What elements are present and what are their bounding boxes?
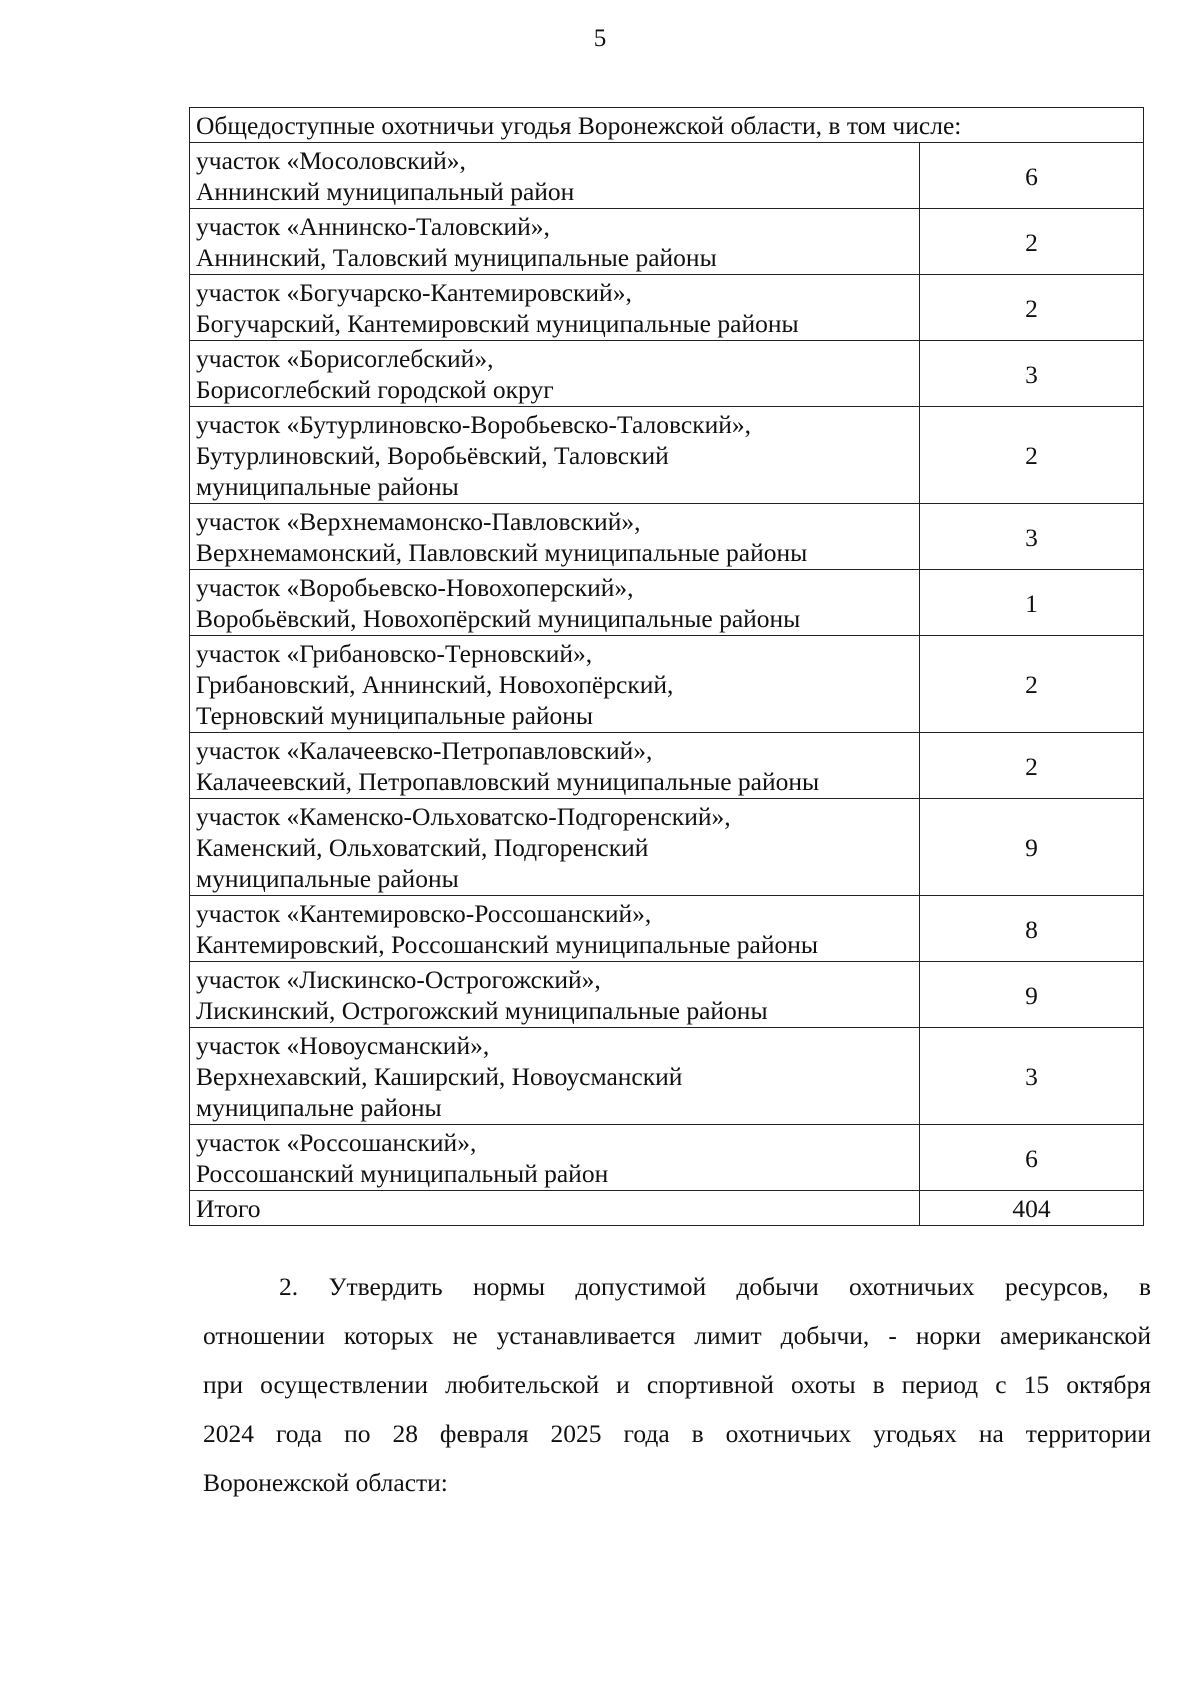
hunting-grounds-table	[189, 107, 1144, 1226]
quota-value-cell: 9	[920, 962, 1144, 1028]
quota-value-cell: 2	[920, 636, 1144, 733]
area-name-line: Борисоглебский городской округ	[196, 375, 554, 404]
area-name-cell	[190, 570, 920, 636]
area-name-line: Россошанский муниципальный район	[196, 1159, 609, 1188]
quota-value-cell: 1	[920, 570, 1144, 636]
area-name-line: Воробьёвский, Новохопёрский муниципальные районы	[196, 604, 801, 633]
table-row	[190, 1125, 1144, 1191]
table-row	[190, 896, 1144, 962]
area-name-line: участок «Грибановско-Терновский»,	[196, 639, 593, 668]
area-name-cell	[190, 504, 920, 570]
quota-value-cell: 6	[920, 1125, 1144, 1191]
area-name-cell	[190, 636, 920, 733]
area-name-line: участок «Бутурлиновско-Воробьевско-Таловский»,	[196, 410, 752, 439]
quota-value-cell: 6	[920, 143, 1144, 209]
table-row	[190, 407, 1144, 504]
paragraph-line: 2024 года по 28 февраля 2025 года в охотничьих угодьях на территории	[203, 1419, 1151, 1448]
area-name-line: Верхнемамонский, Павловский муниципальные районы	[196, 538, 808, 567]
table-row	[190, 636, 1144, 733]
area-name-line: участок «Каменско-Ольховатско-Подгоренский»,	[196, 802, 731, 831]
quota-value-cell: 9	[920, 799, 1144, 896]
total-label-cell: Итого	[190, 1191, 920, 1226]
paragraph-line: при осуществлении любительской и спортивной охоты в период с 15 октября	[203, 1370, 1151, 1399]
total-value-cell: 404	[920, 1191, 1144, 1226]
page-number: 5	[593, 25, 607, 52]
area-name-cell	[190, 962, 920, 1028]
quota-value-cell: 3	[920, 1028, 1144, 1125]
area-name-cell	[190, 407, 920, 504]
area-name-line: участок «Мосоловский»,	[196, 146, 466, 175]
table-row	[190, 799, 1144, 896]
paragraph-line: отношении которых не устанавливается лимит добычи, - норки американской	[203, 1321, 1151, 1350]
area-name-line: участок «Лискинско-Острогожский»,	[196, 965, 601, 994]
area-name-cell	[190, 733, 920, 799]
table-header-row	[190, 108, 1144, 143]
area-name-line: Богучарский, Кантемировский муниципальные районы	[196, 309, 799, 338]
area-name-cell	[190, 143, 920, 209]
quota-value-cell: 3	[920, 341, 1144, 407]
paragraph-line: Воронежской области:	[203, 1468, 448, 1497]
table-row	[190, 733, 1144, 799]
table-row	[190, 143, 1144, 209]
area-name-cell	[190, 275, 920, 341]
area-name-line: Аннинский, Таловский муниципальные районы	[196, 243, 717, 272]
area-name-cell	[190, 896, 920, 962]
table-row	[190, 962, 1144, 1028]
area-name-cell	[190, 209, 920, 275]
area-name-line: участок «Богучарско-Кантемировский»,	[196, 278, 632, 307]
area-name-cell	[190, 799, 920, 896]
area-name-line: Калачеевский, Петропавловский муниципальные районы	[196, 767, 820, 796]
paragraph-line: 2. Утвердить нормы допустимой добычи охотничьих ресурсов, в	[279, 1272, 1151, 1301]
quota-value-cell: 3	[920, 504, 1144, 570]
area-name-line: Терновский муниципальные районы	[196, 701, 594, 730]
area-name-cell	[190, 1028, 920, 1125]
decree-paragraph	[203, 1262, 1151, 1507]
table-row	[190, 504, 1144, 570]
area-name-line: участок «Калачеевско-Петропавловский»,	[196, 736, 653, 765]
area-name-line: Грибановский, Аннинский, Новохопёрский,	[196, 670, 674, 699]
area-name-line: муниципальные районы	[196, 472, 459, 501]
table-body	[190, 108, 1144, 1226]
area-name-line: участок «Верхнемамонско-Павловский»,	[196, 507, 641, 536]
area-name-line: муниципальные районы	[196, 864, 459, 893]
table-row	[190, 570, 1144, 636]
quota-value-cell: 2	[920, 407, 1144, 504]
area-name-line: участок «Аннинско-Таловский»,	[196, 212, 550, 241]
area-name-line: участок «Кантемировско-Россошанский»,	[196, 899, 652, 928]
area-name-line: Верхнехавский, Каширский, Новоусманский	[196, 1062, 683, 1091]
hunting-grounds-table-wrapper	[189, 107, 1143, 1226]
quota-value-cell: 8	[920, 896, 1144, 962]
area-name-line: участок «Борисоглебский»,	[196, 344, 494, 373]
table-row	[190, 1028, 1144, 1125]
quota-value-cell: 2	[920, 209, 1144, 275]
area-name-line: Каменский, Ольховатский, Подгоренский	[196, 833, 649, 862]
area-name-line: участок «Новоусманский»,	[196, 1031, 490, 1060]
area-name-cell	[190, 1125, 920, 1191]
table-row	[190, 209, 1144, 275]
table-row	[190, 275, 1144, 341]
area-name-line: Кантемировский, Россошанский муниципальные районы	[196, 930, 819, 959]
area-name-line: Аннинский муниципальный район	[196, 177, 575, 206]
table-header-cell: Общедоступные охотничьи угодья Воронежской области, в том числе:	[190, 108, 1144, 143]
table-total-row	[190, 1191, 1144, 1226]
area-name-line: Лискинский, Острогожский муниципальные районы	[196, 996, 768, 1025]
quota-value-cell: 2	[920, 733, 1144, 799]
area-name-line: муниципальне районы	[196, 1093, 442, 1122]
table-row	[190, 341, 1144, 407]
area-name-line: участок «Россошанский»,	[196, 1128, 477, 1157]
area-name-line: участок «Воробьевско-Новохоперский»,	[196, 573, 634, 602]
quota-value-cell: 2	[920, 275, 1144, 341]
area-name-cell	[190, 341, 920, 407]
area-name-line: Бутурлиновский, Воробьёвский, Таловский	[196, 441, 669, 470]
